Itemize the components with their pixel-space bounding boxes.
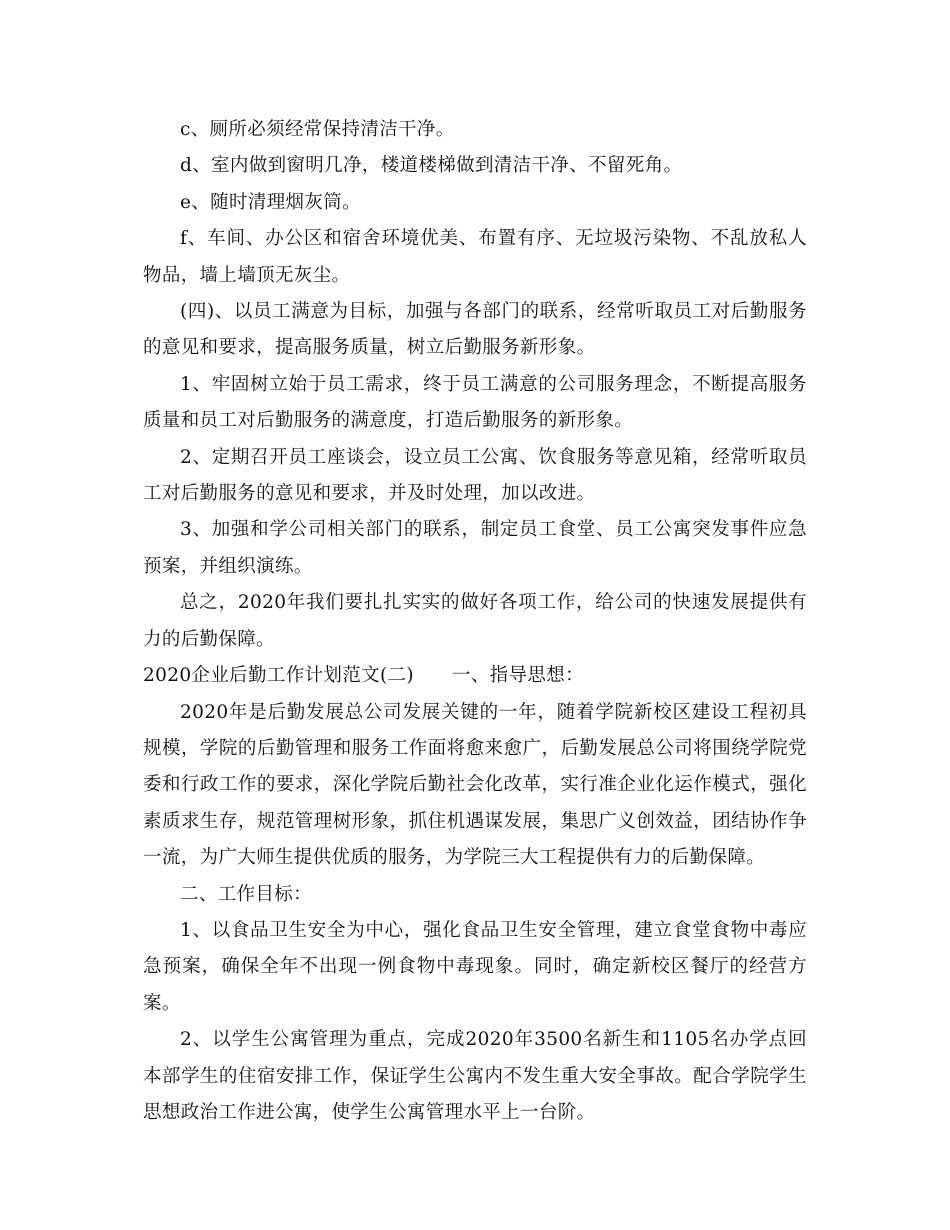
paragraph-work-goals-heading: 二、工作目标：	[180, 883, 312, 905]
paragraph-section-four: (四)、以员工满意为目标，加强与各部门的联系，经常听取员工对后勤服务的意见和要求，提高服务质量，树立后勤服务新形象。	[143, 301, 807, 359]
paragraph-toilet-clean: c、厕所必须经常保持清洁干净。	[180, 119, 455, 140]
section-heading	[143, 658, 807, 694]
paragraph-conclusion: 总之，2020年我们要扎扎实实的做好各项工作，给公司的快速发展提供有力的后勤保障。	[143, 592, 807, 650]
document-body	[143, 112, 807, 1131]
section-title: 2020企业后勤工作计划范文(二)	[143, 665, 414, 687]
section-subtitle: 一、指导思想：	[451, 665, 584, 687]
paragraph-guiding-thought: 2020年是后勤发展总公司发展关键的一年，随着学院新校区建设工程初具规模，学院的后勤管理和服务工作面将愈来愈广，后勤发展总公司将围绕学院党委和行政工作的要求，深化学院后勤社会化改革，实行准企业化运作模式，强化素质求生存，规范管理树形象，抓住机遇谋发展，集思广义创效益，团结协作争一流，为广大师生提供优质的服务，为学院三大工程提供有力的后勤保障。	[143, 701, 807, 869]
paragraph-indoor-clean: d、室内做到窗明几净，楼道楼梯做到清洁干净、不留死角。	[180, 155, 683, 177]
paragraph-environment: f、车间、办公区和宿舍环境优美、布置有序、无垃圾污染物、不乱放私人物品，墙上墙顶无灰尘。	[143, 228, 807, 286]
paragraph-goal-2: 2、以学生公寓管理为重点，完成2020年3500名新生和1105名办学点回本部学生的住宿安排工作，保证学生公寓内不发生重大安全事故。配合学院学生思想政治工作进公寓，使学生公寓管理水平上一台阶。	[143, 1029, 807, 1123]
paragraph-item-2: 2、定期召开员工座谈会，设立员工公寓、饮食服务等意见箱，经常听取员工对后勤服务的意见和要求，并及时处理，加以改进。	[143, 446, 807, 505]
paragraph-item-3: 3、加强和学公司相关部门的联系，制定员工食堂、员工公寓突发事件应急预案，并组织演练。	[143, 519, 807, 577]
paragraph-item-1: 1、牢固树立始于员工需求，终于员工满意的公司服务理念，不断提高服务质量和员工对后勤服务的满意度，打造后勤服务的新形象。	[143, 373, 807, 432]
paragraph-ashtray: e、随时清理烟灰筒。	[180, 191, 361, 213]
paragraph-goal-1: 1、以食品卫生安全为中心，强化食品卫生安全管理，建立食堂食物中毒应急预案，确保全年不出现一例食物中毒现象。同时，确定新校区餐厅的经营方案。	[143, 919, 807, 1014]
